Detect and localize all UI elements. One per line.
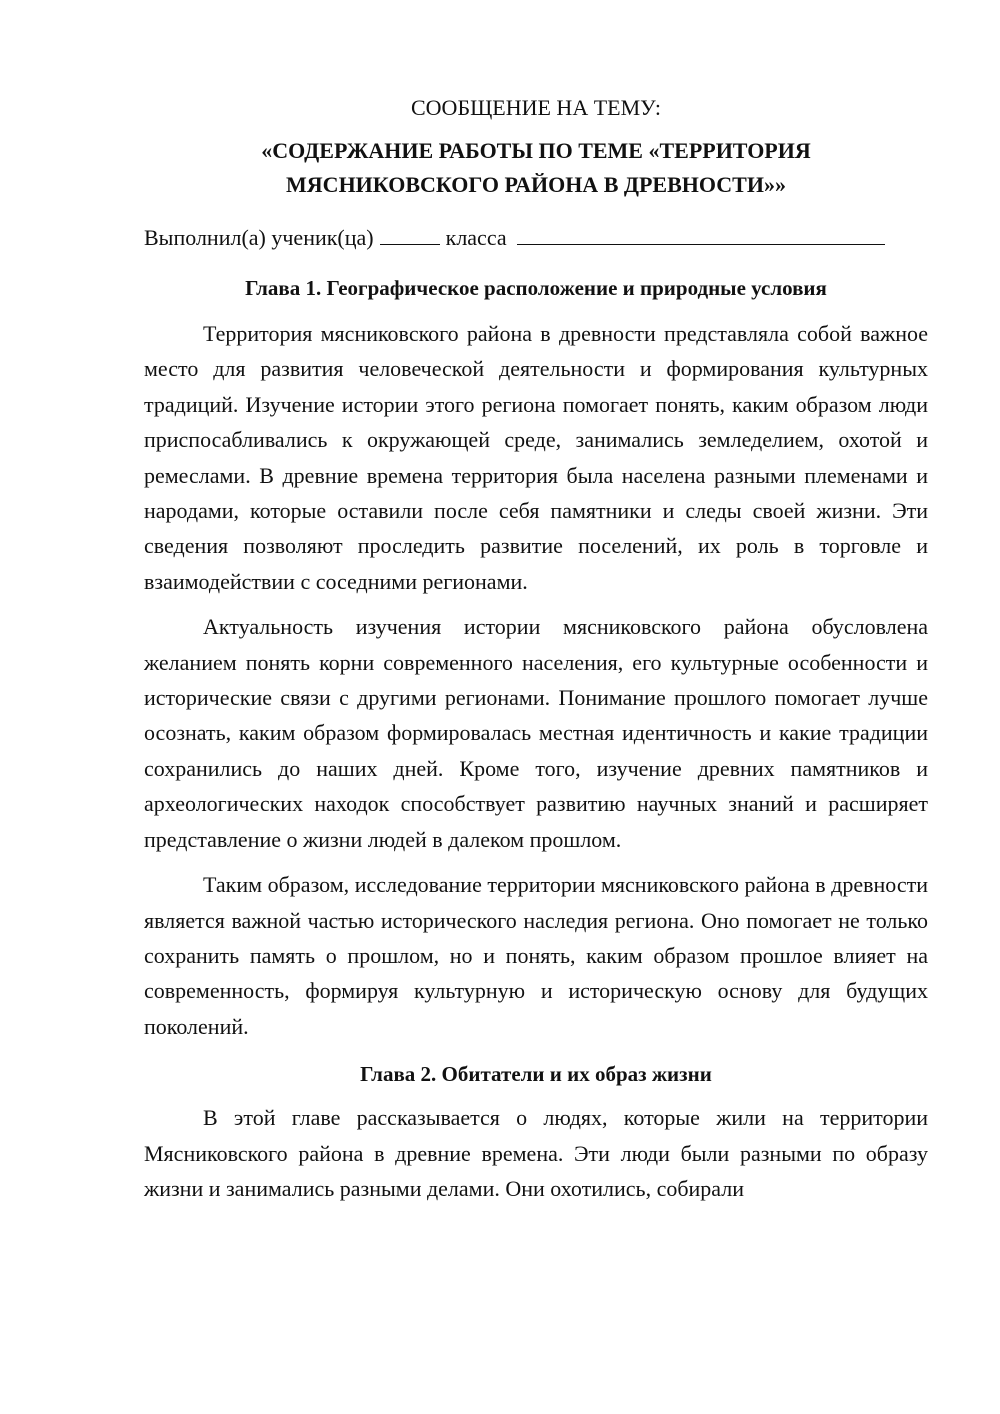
document-heading-label: СООБЩЕНИЕ НА ТЕМУ: <box>411 95 661 120</box>
chapter-2-title: Глава 2. Обитатели и их образ жизни <box>360 1062 712 1087</box>
document-page <box>144 92 928 1216</box>
author-prefix: Выполнил(а) ученик(ца) <box>144 225 374 250</box>
chapter-1-paragraph-2: Актуальность изучения истории мясниковского района обусловлена желанием понять корни современного населения, его культурные особенности и исторические связи с другими регионами. Понимание прошлого помогает лучше осознать, каким образом формировалась местная идентичность и какие традиции сохранились до наших дней. Кроме того, изучение древних памятников и археологических находок способствует развитию научных знаний и расширяет представление о жизни людей в далеком прошлом. <box>144 614 928 852</box>
class-number-blank <box>380 222 440 245</box>
author-line <box>144 222 928 254</box>
chapter-1-title: Глава 1. Географическое расположение и природные условия <box>245 276 827 300</box>
chapter-1-paragraph-3: Таким образом, исследование территории мясниковского района в древности является важной частью исторического наследия региона. Оно помогает не только сохранить память о прошлом, но и понять, каким образом прошлое влияет на современность, формируя культурную и историческую основу для будущих поколений. <box>144 872 928 1039</box>
class-word: класса <box>445 225 507 250</box>
document-title-line-2: МЯСНИКОВСКОГО РАЙОНА В ДРЕВНОСТИ»» <box>286 172 786 197</box>
chapter-1-paragraph-1: Территория мясниковского района в древности представляла собой важное место для развития человеческой деятельности и формирования культурных традиций. Изучение истории этого региона помогает понять, каким образом люди приспосабливались к окружающей среде, занимались земледелием, охотой и ремеслами. В древние времена территория была населена разными племенами и народами, которые оставили после себя памятники и следы своей жизни. Эти сведения позволяют проследить развитие поселений, их роль в торговле и взаимодействии с соседними регионами. <box>144 321 928 594</box>
author-name-blank <box>517 222 885 245</box>
chapter-2-paragraph-1: В этой главе рассказывается о людях, которые жили на территории Мясниковского района в древние времена. Эти люди были разными по образу жизни и занимались разными делами. Они охотились, собирали <box>144 1105 928 1201</box>
document-title <box>144 134 928 202</box>
document-title-line-1: «СОДЕРЖАНИЕ РАБОТЫ ПО ТЕМЕ «ТЕРРИТОРИЯ <box>261 138 811 163</box>
